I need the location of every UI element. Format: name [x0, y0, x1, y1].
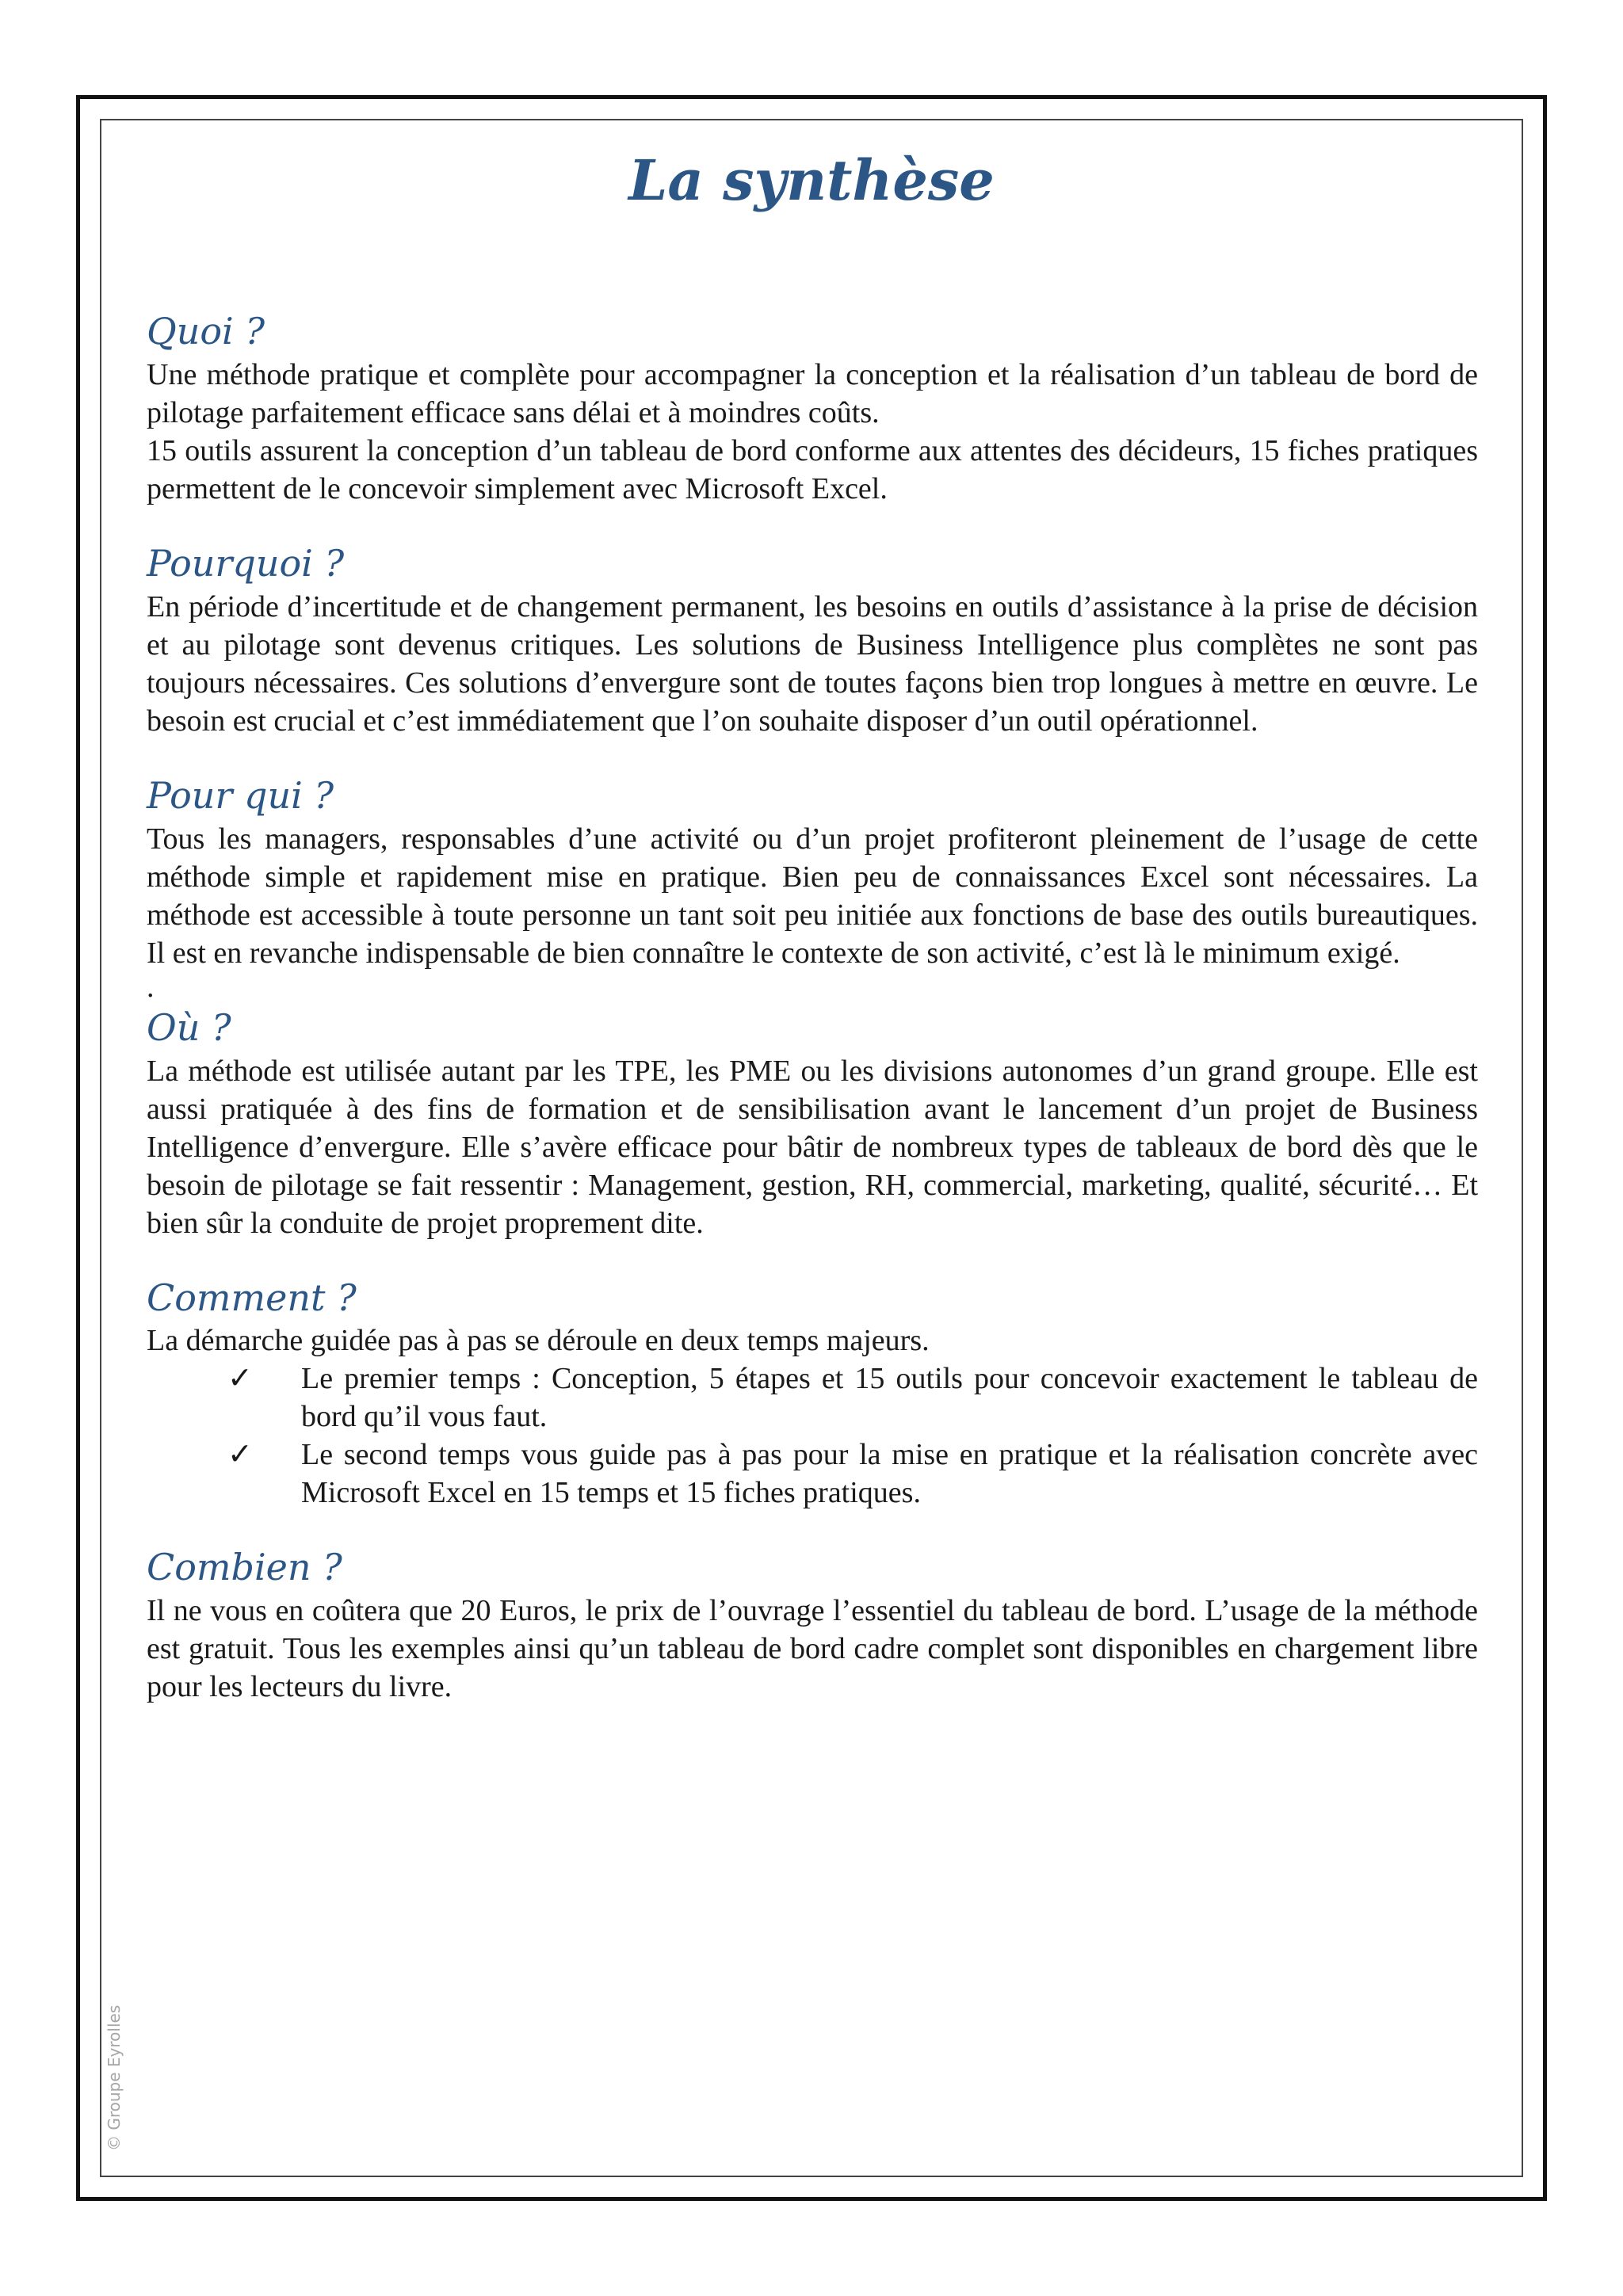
section-paragraph: En période d’incertitude et de changement permanent, les besoins en outils d’assistance à la prise de décision et au pilotage sont devenus critiques. Les solutions de Business Intelligence plus complètes ne sont pas toujours nécessaires. Ces solutions d’envergure sont de toutes façons bien trop longues à mettre en œuvre. Le besoin est crucial et c’est immédiatement que l’on souhaite disposer d’un outil opérationnel.	[147, 589, 1478, 738]
section-paragraph: La méthode est utilisée autant par les TPE, les PME ou les divisions autonomes d’un grand groupe. Elle est aussi pratiquée à des fins de formation et de sensibilisation avant le lancement d’un projet de Business Intelligence d’envergure. Elle s’avère efficace pour bâtir de nombreux types de tableaux de bord dès que le besoin de pilotage se fait ressentir : Management, gestion, RH, commercial, marketing, qualité, sécurité… Et bien sûr la conduite de projet proprement dite.	[147, 1054, 1478, 1240]
checkmark-icon: ✓	[227, 1362, 253, 1396]
section-heading-quoi: Quoi ?	[147, 310, 265, 353]
section-pour-qui	[147, 775, 1478, 972]
document-body	[147, 311, 1478, 1741]
section-heading-combien: Combien ?	[147, 1546, 342, 1589]
section-combien	[147, 1547, 1478, 1706]
checkmark-icon: ✓	[227, 1438, 253, 1472]
section-quoi	[147, 311, 1478, 508]
stray-period: .	[147, 970, 155, 1004]
checklist	[147, 1360, 1478, 1512]
checklist-item	[147, 1360, 1478, 1436]
section-paragraph: Tous les managers, responsables d’une activité ou d’un projet profiteront pleinement de l’usage de cette méthode simple et rapidement mise en pratique. Bien peu de connaissances Excel sont nécessaires. La méthode est accessible à toute personne un tant soit peu initiée aux fonctions de base des outils bureautiques. Il est en revanche indispensable de bien connaître le contexte de son activité, c’est là le minimum exigé.	[147, 822, 1478, 970]
page-title: La synthèse	[628, 147, 995, 213]
section-heading-comment: Comment ?	[147, 1276, 357, 1319]
checklist-item-text: Le second temps vous guide pas à pas pour la mise en pratique et la réalisation concrète avec Microsoft Excel en 15 temps et 15 fiches pratiques.	[301, 1438, 1478, 1510]
section-comment	[147, 1277, 1478, 1512]
section-heading-pourquoi: Pourquoi ?	[147, 541, 345, 585]
checklist-item-text: Le premier temps : Conception, 5 étapes et 15 outils pour concevoir exactement le tableau de bord qu’il vous faut.	[301, 1362, 1478, 1434]
section-heading-pour-qui: Pour qui ?	[147, 773, 334, 817]
section-heading-ou: Où ?	[147, 1005, 231, 1049]
section-paragraph: Une méthode pratique et complète pour accompagner la conception et la réalisation d’un tableau de bord de pilotage parfaitement efficace sans délai et à moindres coûts.	[147, 357, 1478, 429]
section-paragraph: Il ne vous en coûtera que 20 Euros, le prix de l’ouvrage l’essentiel du tableau de bord. L’usage de la méthode est gratuit. Tous les exemples ainsi qu’un tableau de bord cadre complet sont disponibles en chargement libre pour les lecteurs du livre.	[147, 1594, 1478, 1704]
section-pourquoi	[147, 543, 1478, 740]
section-paragraph: La démarche guidée pas à pas se déroule en deux temps majeurs.	[147, 1324, 930, 1358]
copyright-watermark: © Groupe Eyrolles	[105, 2004, 124, 2151]
section-ou	[147, 1007, 1478, 1242]
section-paragraph: 15 outils assurent la conception d’un tableau de bord conforme aux attentes des décideurs, 15 fiches pratiques permettent de le concevoir simplement avec Microsoft Excel.	[147, 433, 1478, 505]
checklist-item	[147, 1436, 1478, 1512]
